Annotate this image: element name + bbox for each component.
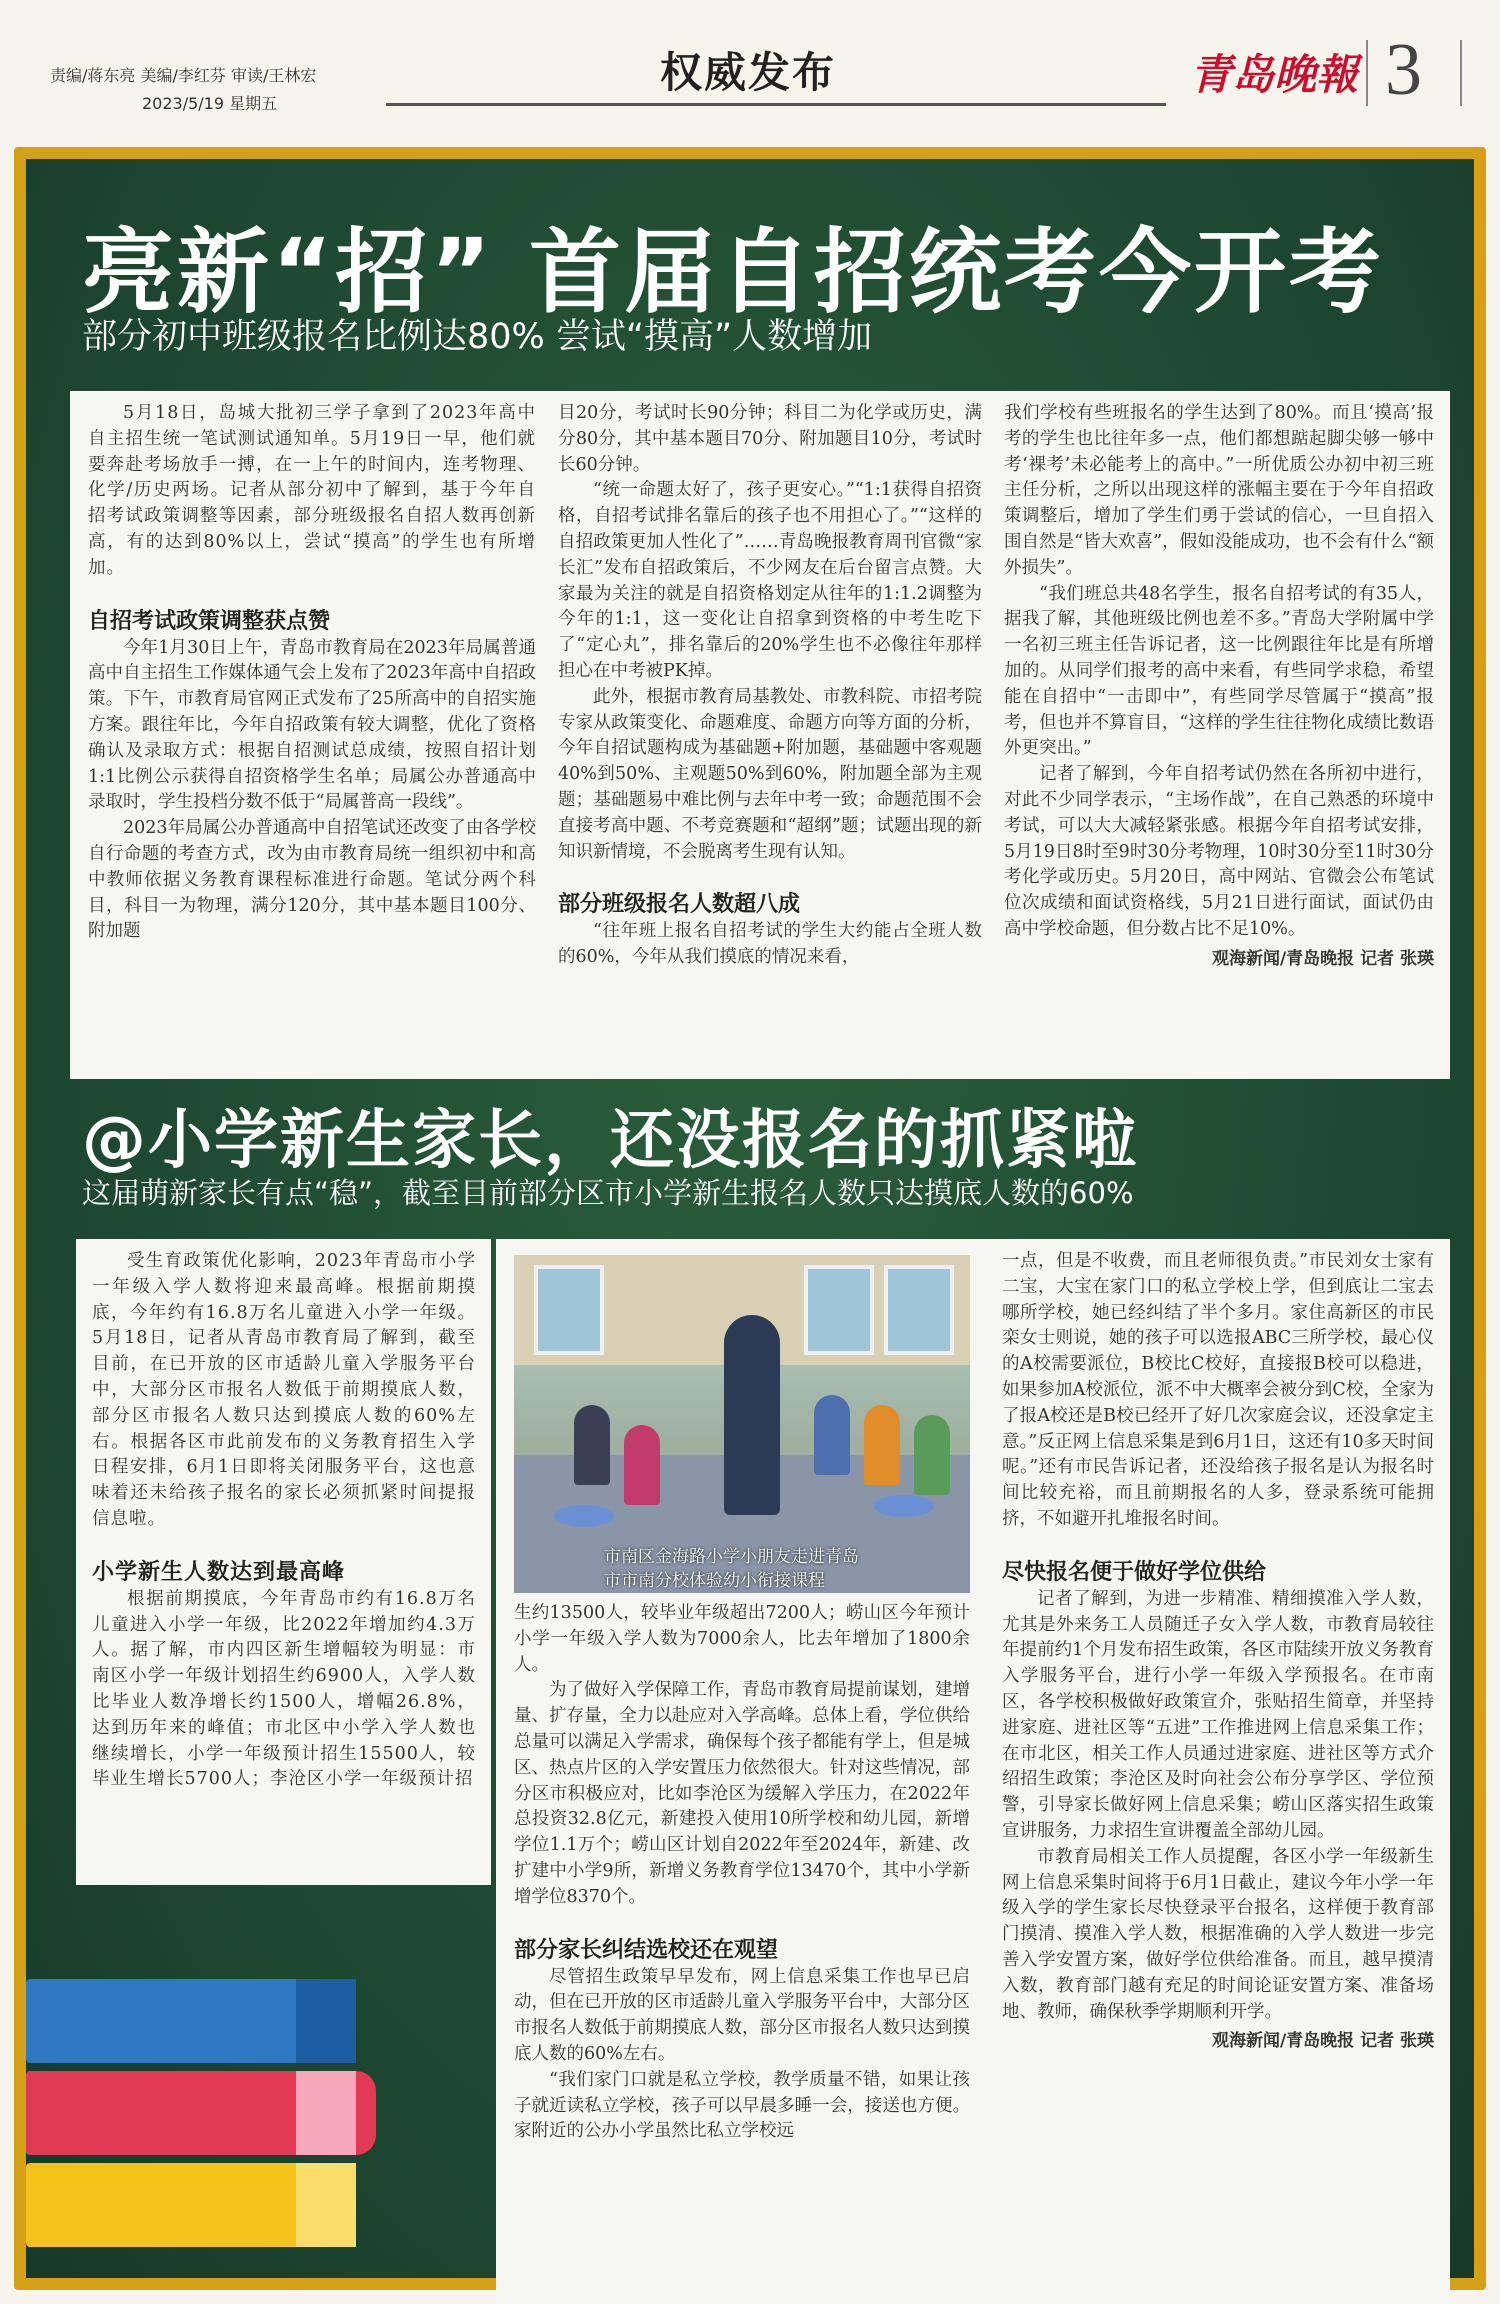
article1-column-1 bbox=[88, 401, 536, 945]
photo-window bbox=[534, 1265, 604, 1355]
article1-byline: 观海新闻/青岛晚报 记者 张瑛 bbox=[1211, 948, 1434, 969]
article1-paragraph: 此外，根据市教育局基教处、市教科院、市招考院专家从政策变化、命题难度、命题方向等方面的分析，今年自招试题构成为基础题+附加题，基础题中客观题40%到50%、主观题50%到60%，附加题全部为主观题；基础题易中难比例与去年中考一致；命题范围不会直接考高中题、不考竞赛题和“超纲”题；试题出现的新知识新情境，不会脱离考生现有认知。 bbox=[558, 686, 982, 862]
books-illustration bbox=[26, 1979, 426, 2299]
article1-paragraph: “统一命题太好了，孩子更安心。”“1:1获得自招资格，自招考试排名靠后的孩子也不用担心了。”“这样的自招政策更加人性化了”……青岛晚报教育周刊官微“家长汇”发布自招政策后，不少网友在后台留言点赞。大家最为关注的就是自招资格划定从往年的1:1.2调整为今年的1:1，这一变化让自招拿到资格的中考生吃下了“定心丸”，排名靠后的20%学生也不必像往年那样担心在中考被PK掉。 bbox=[558, 480, 982, 681]
book-blue bbox=[26, 1979, 356, 2063]
article2-paragraph: 为了做好入学保障工作，青岛市教育局提前谋划，建增量、扩存量，全力以赴应对入学高峰。总体上看，学位供给总量可以满足入学需求，确保每个孩子都能有学上，但是城区、热点片区的入学安置压力依然很大。针对这些情况，部分区市积极应对，比如李沧区为缓解入学压力，在2022年总投资32.8亿元，新建投入使用10所学校和幼儿园，新增学位1.1万个；崂山区计划自2022年至2024年，新建、改扩建中小学9所，新增义务教育学位13470个，其中小学新增学位8370个。 bbox=[514, 1680, 970, 1907]
photo-child bbox=[624, 1425, 660, 1505]
book-yellow bbox=[26, 2163, 346, 2247]
newspaper-logo: 青岛晚報 bbox=[1190, 50, 1359, 99]
article2-column-middle bbox=[496, 1239, 986, 2304]
article2-subhead-register: 尽快报名便于做好学位供给 bbox=[1002, 1559, 1267, 1585]
credits bbox=[50, 62, 316, 118]
page-number-divider-right bbox=[1460, 40, 1462, 106]
article2-lead-paragraph: 受生育政策优化影响，2023年青岛市小学一年级入学人数将迎来最高峰。根据前期摸底，今年约有16.8万名儿童进入小学一年级。5月18日，记者从青岛市教育局了解到，截至目前，在已开放的区市适龄儿童入学服务平台中，大部分区市报名人数低于前期摸底人数，部分区市报名人数只达到摸底人数的60%左右。根据各区市此前发布的义务教育招生入学日程安排，6月1日即将关闭服务平台，这也意味着还未给孩子报名的家长必须抓紧时间提报信息啦。 bbox=[92, 1251, 476, 1529]
article2-subhead-parents: 部分家长纠结选校还在观望 bbox=[514, 1937, 779, 1963]
photo-child bbox=[914, 1415, 950, 1495]
article2-column-right bbox=[986, 1239, 1450, 2304]
photo-caption-line: 市南区金海路小学小朋友走进青岛 bbox=[604, 1547, 859, 1567]
article1-subhead-classes: 部分班级报名人数超八成 bbox=[558, 892, 801, 918]
masthead bbox=[0, 0, 1500, 140]
header-rule bbox=[386, 103, 1166, 106]
photo-window bbox=[804, 1265, 874, 1355]
book-red bbox=[26, 2071, 376, 2155]
article1-paragraph: 记者了解到，今年自招考试仍然在各所初中进行，对此不少同学表示，“主场作战”，在自己熟悉的环境中考试，可以大大减轻紧张感。根据今年自招考试安排，5月19日8时至9时30分考物理，10时30分至11时30分考化学或历史。5月20日，高中网站、官微会公布笔试位次成绩和面试资格线，5月21日进行面试，面试仍由高中学校命题，但分数占比不足10%。 bbox=[1004, 764, 1434, 939]
article1-paragraph: 目20分，考试时长90分钟；科目二为化学或历史，满分80分，其中基本题目70分、附加题目10分，考试时长60分钟。 bbox=[558, 403, 982, 475]
article1-body bbox=[70, 391, 1450, 1079]
article2-paragraph: “我们家门口就是私立学校，教学质量不错，如果让孩子就近读私立学校，孩子可以早晨多睡一会，接送也方便。家附近的公办小学虽然比私立学校远 bbox=[514, 2069, 970, 2142]
article1-paragraph: “我们班总共48名学生，报名自招考试的有35人，据我了解，其他班级比例也差不多。”青岛大学附属中学一名初三班主任告诉记者，这一比例跟往年比是有所增加的。从同学们报考的高中来看，有些同学求稳，希望能在自招中“一击即中”，有些同学尽管属于“摸高”报考，但也并不算盲目，“这样的学生往往物化成绩比数语外更突出。” bbox=[1004, 583, 1434, 759]
article2-paragraph: 根据前期摸底，今年青岛市约有16.8万名儿童进入小学一年级，比2022年增加约4.3万人。据了解，市内四区新生增幅较为明显：市南区小学一年级计划招生约6900人，入学人数比毕业人数净增长约1500人，增幅26.8%，达到历年来的峰值；市北区中小学入学人数也继续增长，小学一年级预计招生15500人，较毕业生增长5700人；李沧区小学一年级预计招 bbox=[92, 1588, 476, 1790]
credits-line-editors: 责编/蒋东亮 美编/李红芬 审读/王林宏 bbox=[50, 66, 317, 85]
article2-paragraph: 记者了解到，为进一步精准、精细摸准入学人数，尤其是外来务工人员随迁子女入学人数，市教育局较往年提前约1个月发布招生政策，各区市陆续开放义务教育入学服务平台，进行小学一年级入学预报名。在市南区，各学校积极做好政策宣介，张贴招生简章，并坚持进家庭、进社区等“五进”工作推进网上信息采集工作；在市北区，相关工作人员通过进家庭、进社区等方式介绍招生政策；李沧区及时向社会公布分享学区、学位预警，引导家长做好网上信息采集；崂山区落实招生政策宣讲服务，力求招生宣讲覆盖全部幼儿园。 bbox=[1002, 1588, 1434, 1841]
article1-paragraph: 我们学校有些班报名的学生达到了80%。而且‘摸高’报考的学生也比往年多一点，他们都想踮起脚尖够一够中考‘裸考’未必能考上的高中。”一所优质公办初中初三班主任分析，之所以出现这样的涨幅主要在于今年自招政策调整后，增加了学生们勇于尝试的信心，一旦自招入围自然是“皆大欢喜”，假如没能成功，也不会有什么“额外损失”。 bbox=[1004, 403, 1434, 578]
photo-teacher bbox=[724, 1315, 780, 1515]
classroom-photo bbox=[514, 1255, 970, 1593]
photo-caption bbox=[604, 1545, 859, 1593]
article1-paragraph: 2023年局属公办普通高中自招笔试还改变了由各学校自行命题的考查方式，改为由市教育局统一组织初中和高中教师依据义务教育课程标准进行命题。笔试分两个科目，科目一为物理，满分120分，其中基本题目100分、附加题 bbox=[88, 818, 536, 942]
section-title: 权威发布 bbox=[660, 48, 837, 97]
article1-lead-paragraph: 5月18日，岛城大批初三学子拿到了2023年高中自主招生统一笔试测试通知单。5月19日一早，他们就要奔赴考场放手一搏，在一上午的时间内，连考物理、化学/历史两场。记者从部分初中了解到，基于今年自招考试政策调整等因素，部分班级报名自招人数再创新高，有的达到80%以上，尝试“摸高”的学生也有所增加。 bbox=[88, 403, 536, 578]
article1-column-2 bbox=[558, 401, 982, 971]
page-number-divider bbox=[1366, 40, 1368, 106]
photo-child bbox=[574, 1405, 610, 1485]
article2-subheadline: 这届萌新家长有点“稳”，截至目前部分区市小学新生报名人数只达摸底人数的60% bbox=[82, 1176, 1134, 1210]
article1-headline: 亮新“招” 首届自招统考今开考 bbox=[82, 219, 1384, 326]
article1-paragraph: “往年班上报名自招考试的学生大约能占全班人数的60%，今年从我们摸底的情况来看， bbox=[558, 921, 982, 968]
chalkboard-surface bbox=[26, 159, 1474, 2278]
article2-headline: @小学新生家长，还没报名的抓紧啦 bbox=[82, 1104, 1138, 1178]
page-number: 3 bbox=[1385, 29, 1422, 111]
article2-column-left bbox=[76, 1239, 491, 1885]
article2-paragraph: 生约13500人，较毕业年级超出7200人；崂山区今年预计小学一年级入学人数为7000余人，比去年增加了1800余人。 bbox=[514, 1603, 970, 1675]
photo-window bbox=[884, 1265, 954, 1355]
article2-right-text bbox=[1002, 1249, 1434, 2055]
article2-middle-text bbox=[514, 1601, 970, 2145]
article2-byline: 观海新闻/青岛晚报 记者 张瑛 bbox=[1211, 2031, 1434, 2052]
photo-stool bbox=[554, 1505, 614, 1527]
article1-subheadline: 部分初中班级报名比例达80% 尝试“摸高”人数增加 bbox=[82, 317, 873, 357]
article2-lead-column bbox=[92, 1249, 476, 1793]
article2-paragraph: 一点，但是不收费，而且老师很负责。”市民刘女士家有二宝，大宝在家门口的私立学校上学，但到底让二宝去哪所学校，她已经纠结了半个多月。家住高新区的市民栾女士则说，她的孩子可以选报ABC三所学校，最心仪的A校需要派位，B校比C校好，直接报B校可以稳进，如果参加A校派位，派不中大概率会被分到C校，全家为了报A校还是B校已经开了好几次家庭会议，还没拿定主意。”反正网上信息采集是到6月1日，这还有10多天时间呢。”还有市民告诉记者，还没给孩子报名是认为报名时间比较充裕，而且前期报名的人多，登录系统可能拥挤，不如避开扎堆报名时间。 bbox=[1002, 1251, 1434, 1529]
article2-paragraph: 市教育局相关工作人员提醒，各区小学一年级新生网上信息采集时间将于6月1日截止，建议今年小学一年级入学的学生家长尽快登录平台报名，这样便于教育部门摸清、摸准入学人数，根据准确的入学人数进一步完善入学安置方案，做好学位供给准备。而且，越早摸清入数，教育部门越有充足的时间论证安置方案、准备场地、教师，确保秋季学期顺利开学。 bbox=[1002, 1846, 1434, 2022]
photo-child bbox=[814, 1395, 850, 1475]
article1-paragraph: 今年1月30日上午，青岛市教育局在2023年局属普通高中自主招生工作媒体通气会上发布了2023年高中自招政策。下午，市教育局官网正式发布了25所高中的自招实施方案。跟往年比，今年自招政策有较大调整，优化了资格确认及录取方式：根据自招测试总成绩，按照自招计划1:1比例公示获得自招资格学生名单；局属公办普通高中录取时，学生投档分数不低于“局属普高一段线”。 bbox=[88, 637, 536, 813]
article1-column-3 bbox=[1004, 401, 1434, 973]
article2-paragraph: 尽管招生政策早早发布，网上信息采集工作也早已启动，但在已开放的区市适龄儿童入学服务平台中，大部分区市报名人数低于前期摸底人数，部分区市报名人数只达到摸底人数的60%左右。 bbox=[514, 1966, 970, 2064]
credits-line-date: 2023/5/19 星期五 bbox=[142, 94, 278, 113]
article2-subhead-peak: 小学新生人数达到最高峰 bbox=[92, 1559, 346, 1585]
photo-caption-line: 市市南分校体验幼小衔接课程 bbox=[604, 1571, 825, 1591]
chalkboard-background bbox=[14, 147, 1486, 2290]
photo-child bbox=[864, 1405, 900, 1485]
photo-stool bbox=[874, 1495, 934, 1517]
article1-subhead-policy: 自招考试政策调整获点赞 bbox=[88, 608, 331, 634]
